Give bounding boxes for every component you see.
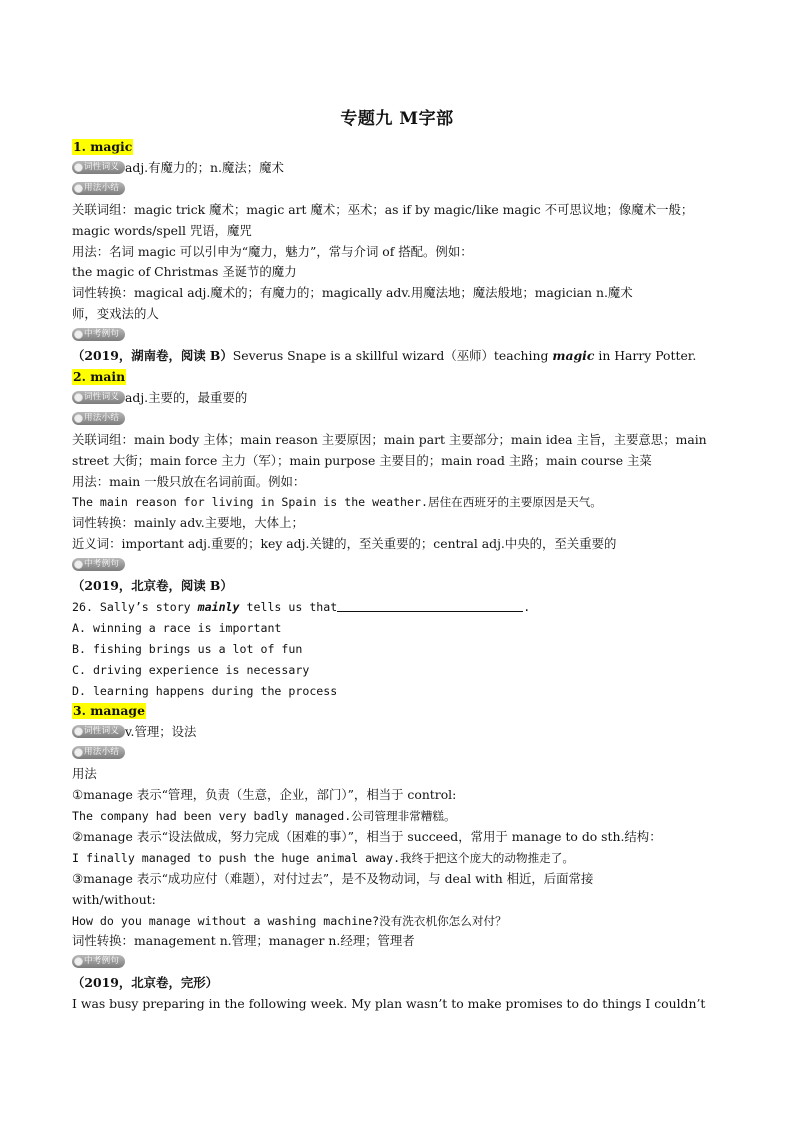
- related-phrases-cont: magic words/spell 咒语，魔咒: [72, 222, 252, 238]
- section-heading: 3. manage: [73, 703, 145, 719]
- keyword: magic: [552, 348, 595, 364]
- usage-example-3: How do you manage without a washing machine?没有洗衣机你怎么对付？: [72, 913, 507, 928]
- word-meaning: adj.主要的，最重要的: [125, 389, 248, 405]
- usage-example-2: I finally managed to push the huge animal away.我终于把这个庞大的动物推走了。: [72, 850, 574, 865]
- usage-label: 用法: [72, 766, 97, 782]
- usage-text: 用法：main 一般只放在名词前面。例如：: [72, 473, 306, 489]
- section-heading: 1. magic: [73, 139, 133, 154]
- answer-blank: [337, 599, 523, 612]
- section-main: [72, 367, 724, 388]
- word-meaning: v.管理；设法: [125, 724, 197, 740]
- section-heading: 2. main: [73, 368, 126, 384]
- usage-point-3-cont: with/without:: [72, 891, 156, 907]
- usage-text: 用法：名词 magic 可以引申为“魔力，魅力”，常与介词 of 搭配。例如：: [72, 243, 473, 259]
- usage-tag-icon: 用法小结: [72, 412, 125, 425]
- page-title: 专题九 M字部: [340, 109, 454, 129]
- keyword: mainly: [197, 599, 240, 614]
- related-phrases-cont: street 大街；main force 主力（军）；main purpose 主要目的；main road 主路；main course 主菜: [72, 452, 652, 468]
- section-manage: [72, 701, 724, 722]
- exam-source: （2019，北京卷，阅读 B）: [72, 578, 233, 594]
- exam-example: （2019，湖南卷，阅读 B）Severus Snape is a skillful wizard（巫师）teaching magic in Harry Potter.: [72, 348, 697, 364]
- usage-example: The main reason for living in Spain is the weather.居住在西班牙的主要原因是天气。: [72, 495, 602, 510]
- exam-question: 26. Sally’s story mainly tells us that .: [72, 599, 531, 614]
- option-d: D. learning happens during the process: [72, 683, 338, 698]
- exam-source: （2019，湖南卷，阅读 B）: [72, 348, 233, 364]
- document-body: [72, 137, 724, 1015]
- word-meaning: adj.有魔力的；n.魔法；魔术: [125, 159, 284, 175]
- usage-tag-icon: 用法小结: [72, 746, 125, 759]
- pos-tag-icon: 词性词义: [72, 391, 125, 404]
- exam-tag-icon: 中考例句: [72, 558, 125, 571]
- word-conversion: 词性转换：management n.管理；manager n.经理；管理者: [72, 933, 415, 949]
- synonyms: 近义词：important adj.重要的；key adj.关键的，至关重要的；central adj.中央的，至关重要的: [72, 536, 617, 552]
- pos-tag-icon: 词性词义: [72, 725, 125, 738]
- usage-point-1: ①manage 表示“管理，负责（生意，企业，部门）”，相当于 control:: [72, 787, 457, 803]
- option-c: C. driving experience is necessary: [72, 662, 310, 677]
- exam-tag-icon: 中考例句: [72, 955, 125, 968]
- word-conversion: 词性转换：mainly adv.主要地，大体上；: [72, 515, 304, 531]
- usage-example: the magic of Christmas 圣诞节的魔力: [72, 264, 297, 280]
- exam-tag-icon: 中考例句: [72, 328, 125, 341]
- exam-passage: I was busy preparing in the following week. My plan wasn’t to make promises to do things I couldn’t: [72, 996, 706, 1012]
- word-conversion: 词性转换：magical adj.魔术的；有魔力的；magically adv.用魔法地；魔法般地；magician n.魔术: [72, 285, 633, 301]
- usage-point-2: ②manage 表示“设法做成，努力完成（困难的事）”，相当于 succeed，常用于 manage to do sth.结构：: [72, 828, 662, 844]
- usage-example-1: The company had been very badly managed.公司管理非常糟糕。: [72, 809, 456, 823]
- section-magic: [72, 137, 724, 158]
- related-phrases: 关联词组：main body 主体；main reason 主要原因；main part 主要部分；main idea 主旨，主要意思；main: [72, 431, 707, 447]
- usage-point-3: ③manage 表示“成功应付（难题），对付过去”，是不及物动词，与 deal with 相近，后面常接: [72, 870, 594, 886]
- related-phrases: 关联词组：magic trick 魔术；magic art 魔术；巫术；as if by magic/like magic 不可思议地；像魔术一般；: [72, 201, 694, 217]
- option-a: A. winning a race is important: [72, 620, 282, 635]
- word-conversion-cont: 师，变戏法的人: [72, 306, 159, 322]
- exam-source: （2019，北京卷，完形）: [72, 975, 219, 991]
- pos-tag-icon: 词性词义: [72, 161, 125, 174]
- option-b: B. fishing brings us a lot of fun: [72, 641, 303, 656]
- usage-tag-icon: 用法小结: [72, 182, 125, 195]
